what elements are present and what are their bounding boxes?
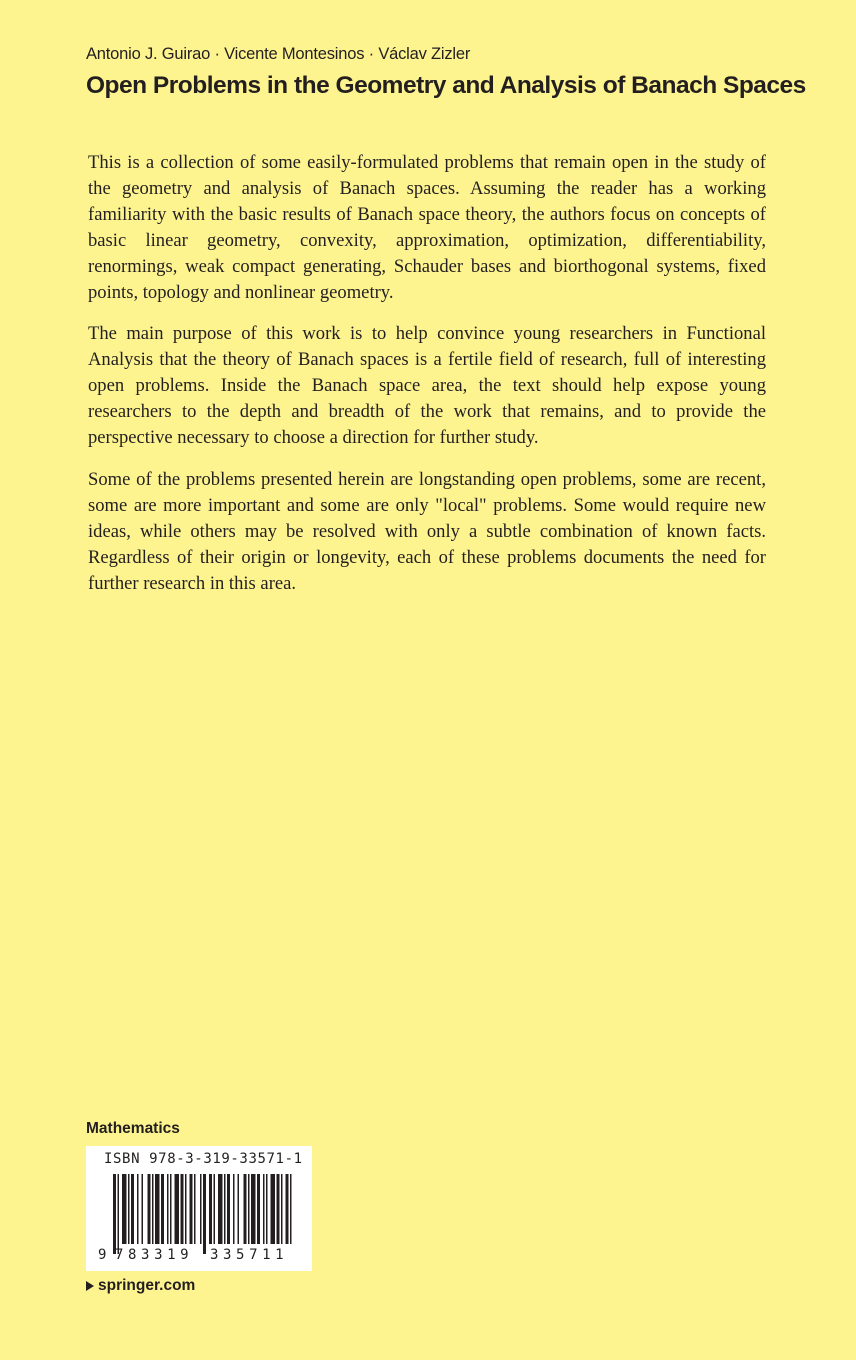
barcode-bar (271, 1174, 276, 1244)
blurb-paragraph: Some of the problems presented herein are longstanding open problems, some are recent, some are more important and some are only "local" problems. Some would require new ideas, while others may be resolved with only a subtle combination of known facts. Regardless of their origin or longevity, each of these problems documents the need for further research in this area. (88, 468, 766, 594)
barcode-digit-lead: 9 (98, 1247, 107, 1263)
blurb-paragraph: This is a collection of some easily-formulated problems that remain open in the study of the geometry and analysis of Banach spaces. Assuming the reader has a working familiarity with the basic results of Banach space theory, the authors focus on concepts of basic linear geometry, convexity, approximation, optimization, differentiability, renormings, weak compact generating, Schauder bases and biorthogonal systems, fixed points, topology and nonlinear geometry. (88, 152, 766, 303)
barcode-bar (128, 1174, 130, 1244)
barcode-bar (214, 1174, 216, 1244)
barcode-bar (244, 1174, 247, 1244)
barcode-bar (122, 1174, 127, 1244)
book-title: Open Problems in the Geometry and Analysis of Banach Spaces (86, 72, 806, 99)
barcode-bar (161, 1174, 164, 1244)
arrow-right-icon (86, 1281, 94, 1291)
blurb (88, 150, 766, 613)
barcode-box (86, 1146, 312, 1271)
barcode-bar (200, 1174, 202, 1244)
barcode-bar (209, 1174, 212, 1244)
barcode-bar (266, 1174, 268, 1244)
barcode-bar (175, 1174, 180, 1244)
barcode-bar (142, 1174, 144, 1244)
barcode-bar (181, 1174, 184, 1244)
website-label: springer.com (98, 1277, 196, 1294)
isbn-label: ISBN 978-3-319-33571-1 (104, 1151, 303, 1167)
barcode-bar (170, 1174, 172, 1244)
barcode-bar (155, 1174, 160, 1244)
barcode-bar (118, 1174, 120, 1254)
subject-label: Mathematics (86, 1120, 180, 1137)
barcode-bar (185, 1174, 187, 1244)
barcode-bar (277, 1174, 280, 1244)
barcode-bar (290, 1174, 292, 1244)
barcode-bar (131, 1174, 134, 1244)
barcode-bar (238, 1174, 240, 1244)
website-link[interactable] (86, 1277, 195, 1295)
barcode-bar (227, 1174, 230, 1244)
barcode-bar (224, 1174, 226, 1244)
barcode-bar (190, 1174, 193, 1244)
author-line: Antonio J. Guirao · Vicente Montesinos · Václav Zizler (86, 45, 471, 63)
barcode-bar (233, 1174, 235, 1244)
barcode-bar (167, 1174, 169, 1244)
barcode-bar (113, 1174, 116, 1254)
barcode-bar (203, 1174, 206, 1254)
barcode-bar (137, 1174, 139, 1244)
barcode-digits-right: 335711 (210, 1247, 289, 1263)
barcode-bar (281, 1174, 283, 1244)
barcode-bar (148, 1174, 151, 1244)
barcode-bar (286, 1174, 289, 1244)
barcode-bar (218, 1174, 223, 1244)
barcode-digits-left: 783319 (115, 1247, 194, 1263)
barcode-bar (152, 1174, 154, 1244)
barcode-bar (194, 1174, 196, 1244)
barcode-bar (251, 1174, 256, 1244)
barcode-bar (263, 1174, 265, 1244)
barcode-bar (248, 1174, 250, 1244)
barcode-bar (257, 1174, 260, 1244)
blurb-paragraph: The main purpose of this work is to help convince young researchers in Functional Analysis that the theory of Banach spaces is a fertile field of research, full of interesting open problems. Inside the Banach space area, the text should help expose young researchers to the depth and breadth of the work that remains, and to provide the perspective necessary to choose a direction for further study. (88, 323, 766, 449)
